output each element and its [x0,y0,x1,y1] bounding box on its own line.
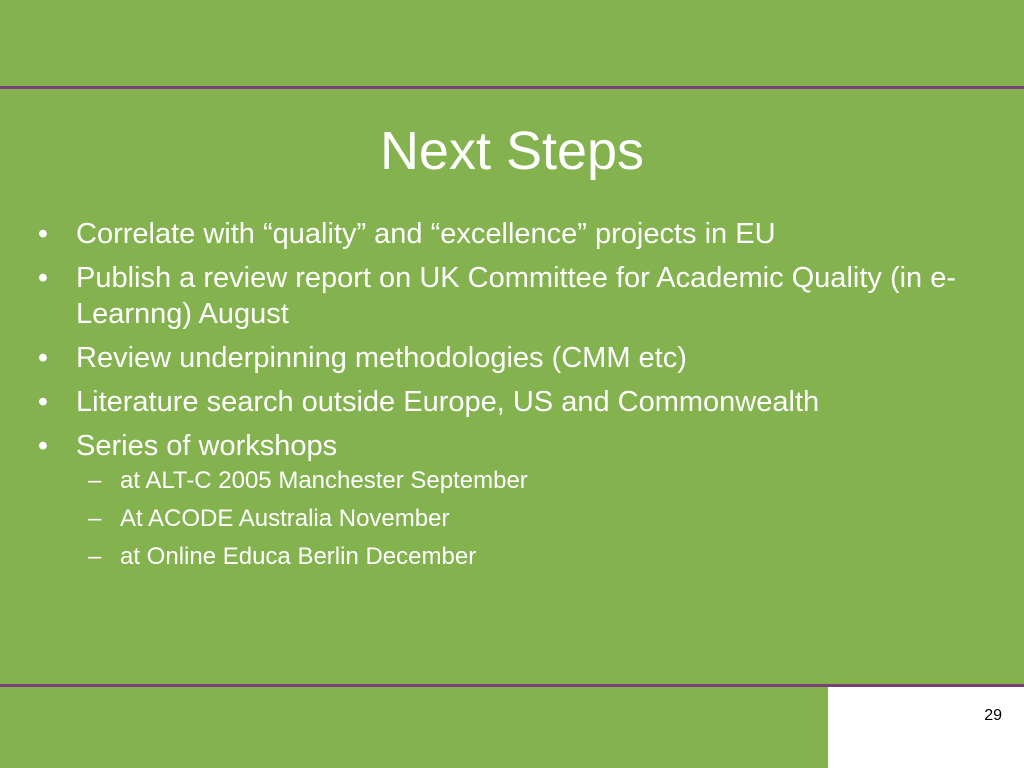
bullet-item [28,260,988,332]
bullet-marker: • [37,262,49,294]
sub-bullet-list [76,466,988,572]
bullet-marker: • [37,218,49,250]
bullet-marker: • [37,386,49,418]
bullet-item [28,216,988,252]
bullet-text: Literature search outside Europe, US and Commonwealth [76,386,820,418]
bullet-item [28,384,988,420]
bullet-item [28,428,988,572]
bullet-marker: • [37,430,49,462]
sub-bullet-item [76,542,988,572]
page-number-box [828,687,1024,768]
bullet-text: Correlate with “quality” and “excellence” projects in EU [76,218,776,250]
sub-bullet-marker: – [88,505,102,532]
bullet-item [28,340,988,376]
sub-bullet-text: at Online Educa Berlin December [120,543,477,570]
sub-bullet-item [76,466,988,496]
top-divider-line [0,86,1024,89]
sub-bullet-marker: – [88,543,102,570]
slide-title: Next Steps [379,121,645,181]
bullet-list [28,216,988,580]
bullet-marker: • [37,342,49,374]
sub-bullet-text: at ALT-C 2005 Manchester September [120,467,528,494]
sub-bullet-marker: – [88,467,102,494]
bullet-text: Series of workshops [76,430,338,462]
sub-bullet-item [76,504,988,534]
page-number: 29 [984,707,1002,724]
bullet-text: Publish a review report on UK Committee for Academic Quality (in e-Learnng) August [76,262,957,330]
sub-bullet-text: At ACODE Australia November [120,505,450,532]
bullet-text: Review underpinning methodologies (CMM etc) [76,342,687,374]
